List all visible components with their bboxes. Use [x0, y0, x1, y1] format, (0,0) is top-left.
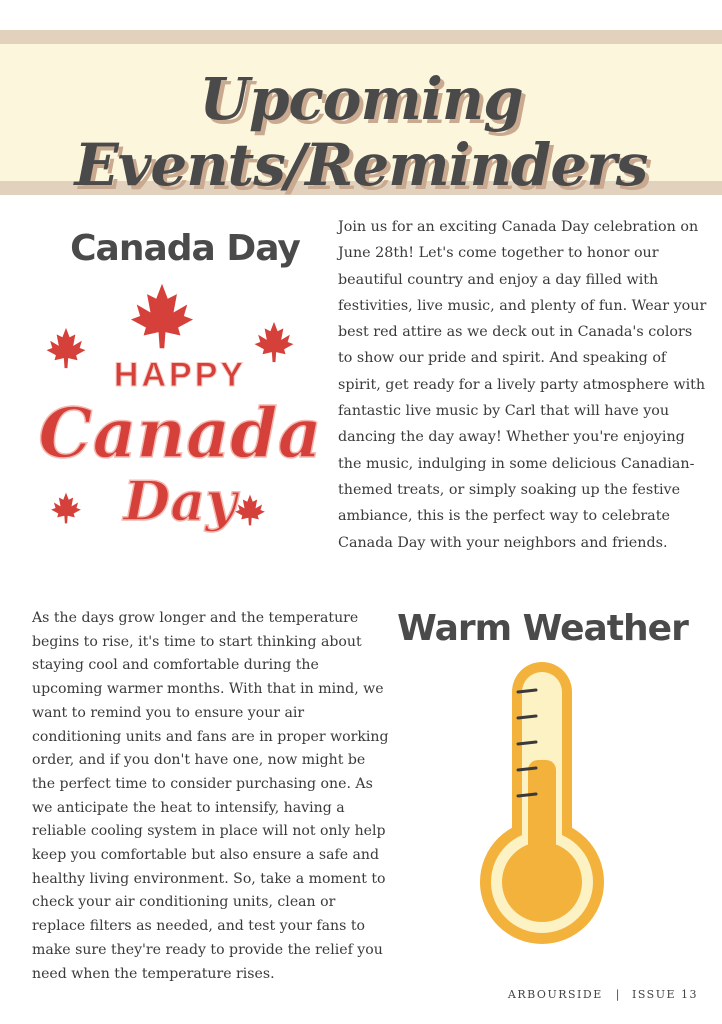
issue-number: ISSUE 13	[631, 988, 698, 1001]
maple-leaf-icon	[131, 284, 193, 348]
maple-leaf-icon	[255, 322, 294, 362]
day-word: Day	[123, 469, 237, 533]
publication-name: ARBOURSIDE	[507, 988, 603, 1001]
page-title-line-2: Events/Reminders	[74, 131, 648, 199]
maple-leaf-icon	[47, 328, 86, 368]
maple-leaf-icon	[235, 495, 265, 526]
canada-day-heading: Canada Day	[70, 228, 300, 269]
warm-weather-paragraph: As the days grow longer and the temperature begins to rise, it's time to start thinking about staying cool and comfortable during the upcoming warmer months. With that in mind, we want to remind you to ensure your air conditioning units and fans are in proper working order, and if you don't have one, now might be the perfect time to consider purchasing one. As we anticipate the heat to intensify, having a reliable cooling system in place will not only help keep you comfortable but also ensure a safe and healthy living environment. So, take a moment to check your air conditioning units, clean or replace filters as needed, and test your fans to make sure they're ready to provide the relief you need when the temperature rises.	[32, 610, 389, 982]
canada-day-paragraph: Join us for an exciting Canada Day celebration on June 28th! Let's come together to honor our beautiful country and enjoy a day filled with festivities, live music, and plenty of fun. Wear your best red attire as we deck out in Canada's colors to show our pride and spirit. And speaking of spirit, get ready for a lively party atmosphere with fantastic live music by Carl that will have you dancing the day away! Whether you're enjoying the music, indulging in some delicious Canadian-themed treats, or simply soaking up the festive ambiance, this is the perfect way to celebrate Canada Day with your neighbors and friends.	[338, 219, 707, 551]
happy-word: HAPPY	[113, 356, 247, 394]
page-title	[0, 66, 722, 198]
footer	[508, 988, 698, 1001]
maple-leaf-icon	[51, 493, 81, 524]
title-banner	[0, 30, 722, 199]
page-title-line-1: Upcoming	[199, 65, 523, 133]
happy-canada-day-illustration	[38, 282, 323, 537]
warm-weather-heading: Warm Weather	[397, 608, 688, 649]
canada-word: Canada	[38, 394, 322, 474]
footer-separator: |	[615, 988, 621, 1001]
thermometer-icon	[470, 660, 620, 950]
